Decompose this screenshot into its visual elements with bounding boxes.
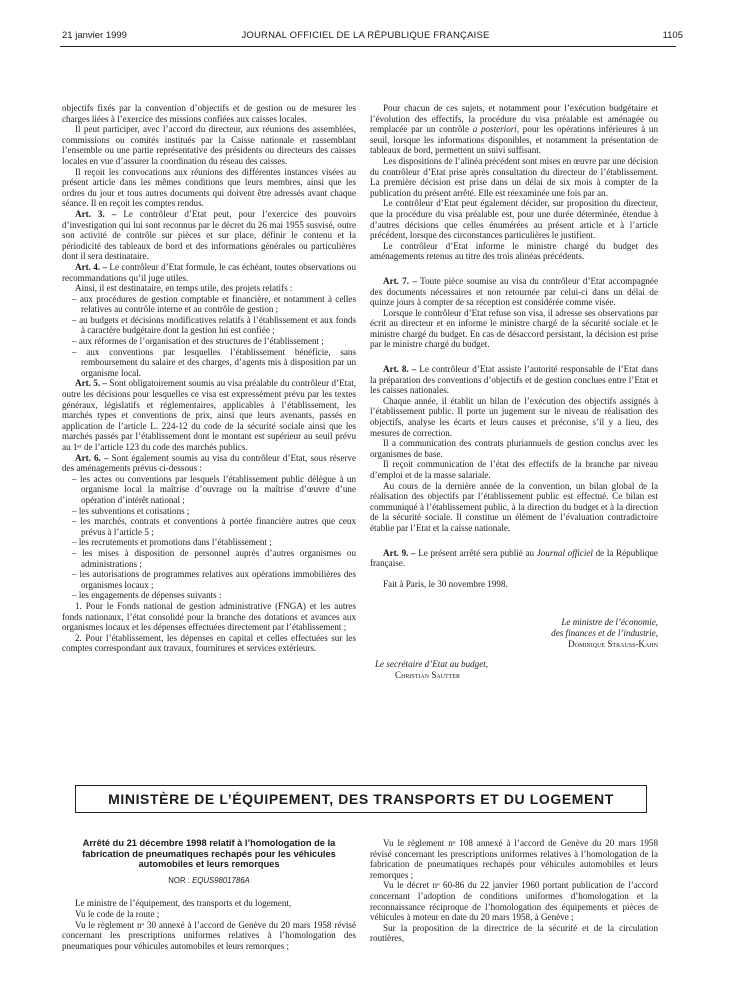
paragraph: 1. Pour le Fonds national de gestion administrative (FNGA) et les autres fonds nationaux, l’état consolidé pour la branche des dotations et avances aux organismes locaux et les dépenses effectuées directement par l’établissement ; (62, 600, 356, 633)
journal-title: JOURNAL OFFICIEL DE LA RÉPUBLIQUE FRANÇAISE (241, 30, 490, 41)
paragraph: Pour chacun de ces sujets, et notamment pour l’exécution budgétaire et l’évolution des effectifs, la procédure du visa préalable est aménagée ou remplacée par un contrôle a posteriori, pour les opérations inférieures à un seuil, lorsque les informations disponibles, et notamment la présentation de tableaux de bord, permettent un suivi suffisant. (370, 103, 658, 156)
signature-date: Fait à Paris, le 30 novembre 1998. (383, 578, 508, 589)
column-left-bottom (62, 838, 356, 951)
article-8: Art. 8. – Le contrôleur d’Etat assiste l’autorité responsable de l’Etat dans la préparation des conventions d’objectifs et de gestion conclues entre l’Etat et les caisses nationales. (370, 364, 658, 396)
paragraph: Vu le règlement nᵒ 30 annexé à l’accord de Genève du 20 mars 1958 révisé concernant les prescriptions uniformes relatives à l’homologation des pneumatiques pour véhicules automobiles et leurs remorques ; (62, 919, 356, 951)
header-date: 21 janvier 1999 (62, 30, 127, 41)
page-header (0, 30, 731, 44)
article-5: Art. 5. – Sont obligatoirement soumis au visa préalable du contrôleur d’Etat, outre les décisions pour lesquelles ce visa est expressément prévu par les textes généraux, législatifs et réglementaires, applicables à l’établissement, les marchés types et conventions de prix, ainsi que leurs avenants, passés en application de l’article L. 224-12 du code de la sécurité sociale ainsi que les marchés passés par l’établissement dont le montant est supérieur au seuil prévu au 1ᵉʳ de l’article 123 du code des marchés publics. (62, 378, 357, 452)
paragraph: 2. Pour l’établissement, les dépenses en capital et celles effectuées sur les comptes correspondant aux travaux, fournitures et services extérieurs. (62, 632, 356, 654)
article-label: Art. 9. – (383, 547, 416, 558)
paragraph: Le contrôleur d’Etat informe le ministre chargé du budget des aménagements retenus au titre des trois alinéas précédents. (370, 240, 658, 262)
paragraph: Chaque année, il établit un bilan de l’exécution des objectifs assignés à l’établissement public. Il porte un jugement sur le niveau de réalisation des objectifs, analyse les écarts et leurs causes et préconise, s’il y a lieu, des mesures de correction. (370, 395, 658, 438)
paragraph: Sur la proposition de la directrice de la sécurité et de la circulation routières, (370, 922, 658, 944)
page-number: 1105 (662, 30, 683, 41)
column-left-top (62, 103, 356, 654)
article-label: Art. 8. – (383, 364, 417, 375)
paragraph: Il reçoit les convocations aux réunions des différentes instances visées au présent article dans les mêmes conditions que leurs membres, ainsi que les ordres du jour et tous autres documents qui doivent être adressés avant chaque séance. Il en reçoit les comptes rendus. (62, 166, 356, 209)
header-rule (60, 46, 676, 47)
list-item: – les autorisations de programmes relatives aux opérations immobilières des organismes locaux ; (72, 569, 356, 590)
paragraph: Vu le règlement nᵒ 108 annexé à l’accord de Genève du 20 mars 1958 révisé concernant les prescriptions uniformes relatives à l’homologation de la fabrication de pneumatiques rechapés pour véhicules automobiles et leurs remorques ; (370, 838, 658, 880)
signature-minister: Le ministre de l’économie, des finances et de l’industrie, Dominique Strauss-Kahn (370, 617, 658, 649)
list-item: – aux réformes de l’organisation et des structures de l’établissement ; (72, 336, 324, 347)
list-item: – aux procédures de gestion comptable et financière, et notamment à celles relatives au contrôle interne et au contrôle de gestion ; (72, 293, 356, 315)
signatory-name: Christian Sautter (395, 669, 461, 680)
paragraph: Les dispositions de l’alinéa précédent sont mises en œuvre par une décision du contrôleur d’Etat prise après consultation du directeur de l’établissement. La première décision est prise dans un délai de six mois à compter de la publication du présent arrêté. Elle est réexaminée une fois par an. (370, 155, 659, 198)
paragraph: Il reçoit communication de l’état des effectifs de la branche par niveau d’emploi et de la masse salariale. (370, 459, 658, 480)
column-right-bottom (370, 838, 658, 944)
paragraph: Vu le code de la route ; (75, 908, 160, 919)
signatory-name: Dominique Strauss-Kahn (568, 638, 658, 649)
list-item: – les actes ou conventions par lesquels l’établissement public délègue à un organisme local la maîtrise d’ouvrage ou la maîtrise d’œuvre d’une opération d’intérêt national ; (72, 473, 356, 505)
nor-reference: NOR : EQUS9801786A (168, 875, 250, 885)
paragraph: Vu le décret nᵒ 60-86 du 22 janvier 1960 portant publication de l’accord concernant l’adoption de conditions uniformes d’homologation et la reconnaissance réciproque de l’homologation des équipements et pièces de véhicules à moteur en date du 20 mars 1958, à Genève ; (370, 880, 658, 923)
ministry-title: MINISTÈRE DE L’ÉQUIPEMENT, DES TRANSPORTS ET DU LOGEMENT (108, 791, 614, 807)
paragraph: Il peut participer, avec l’accord du directeur, aux réunions des assemblées, commissions ou comités institués par la Caisse nationale et rassemblant l’ensemble ou une partie représentative des présidents ou directeurs des caisses locales en vue d’assurer la coordination du réseau des caisses. (62, 124, 356, 166)
article-label: Art. 5. – (75, 378, 108, 389)
signature-secretary: Le secrétaire d’Etat au budget, Christian Sautter (370, 659, 658, 680)
paragraph: Le ministre de l’équipement, des transports et du logement, (75, 898, 292, 909)
ministry-banner (75, 785, 647, 813)
article-7: Art. 7. – Toute pièce soumise au visa du contrôleur d’Etat accompagnée des documents nécessaires et non retournée par celui-ci dans un délai de quinze jours à compter de sa réception est considérée comme visée. (370, 275, 658, 308)
list-item: – au budgets et décisions modificatives relatifs à l’établissement et aux fonds à caractère budgétaire dont la gestion lui est confiée ; (72, 314, 356, 336)
article-label: Art. 7. – (383, 275, 417, 286)
paragraph: Il a communication des contrats pluriannuels de gestion conclus avec les organismes de base. (370, 438, 658, 459)
column-right-top (370, 103, 658, 680)
list-item: – les mises à disposition de personnel auprès d’autres organismes ou administrations ; (72, 547, 356, 569)
article-label: Art. 3. – (75, 208, 117, 219)
article-label: Art. 6. – (75, 452, 109, 463)
paragraph: Lorsque le contrôleur d’Etat refuse son visa, il adresse ses observations par écrit au directeur et en informe le ministre chargé de la sécurité sociale et le ministre chargé du budget. En cas de désaccord persistant, la décision est prise par le ministre chargé du budget. (370, 307, 658, 350)
list-item: – aux conventions par lesquelles l’établissement bénéficie, sans remboursement du salaire et des charges, d’agents mis à disposition par un organisme local. (72, 346, 356, 378)
paragraph: objectifs fixés par la convention d’objectifs et de gestion ou de mesurer les charges liées à l’exercice des missions confiées aux caisses locales. (62, 103, 356, 124)
list-item: – les engagements de dépenses suivants : (72, 590, 222, 601)
article-3: Art. 3. – Le contrôleur d’Etat peut, pour l’exercice des pouvoirs d’investigation qui lui sont reconnus par le décret du 26 mai 1955 susvisé, outre son activité de contrôle sur pièces et sur place, définir le contenu et la périodicité des tableaux de bord et des informations générales ou particulières dont il sera destinataire. (62, 208, 356, 262)
paragraph: Ainsi, il est destinataire, en temps utile, des projets relatifs : (75, 283, 293, 294)
article-9: Art. 9. – Le présent arrêté sera publié au Journal officiel de la République française. (370, 547, 658, 569)
article-6: Art. 6. – Sont également soumis au visa du contrôleur d’Etat, sous réserve des aménagements prévus ci-dessous : (62, 452, 356, 474)
paragraph: Au cours de la dernière année de la convention, un bilan global de la réalisation des objectifs par l’établissement public est effectué. Ce bilan est communiqué à l’établissement public, à la direction du budget et à la direction de la sécurité sociale. Il constitue un élément de l’évaluation contradictoire établie par l’Etat et la caisse nationale. (370, 480, 658, 533)
article-4: Art. 4. – Le contrôleur d’Etat formule, le cas échéant, toutes observations ou recommandations qu’il juge utiles. (62, 261, 356, 283)
article-label: Art. 4. – (75, 261, 108, 272)
list-item: – les marchés, contrats et conventions à portée financière autres que ceux prévus à l’article 5 ; (72, 516, 356, 537)
list-item: – les recrutements et promotions dans l’établissement ; (72, 537, 272, 548)
list-item: – les subventions et cotisations ; (72, 505, 190, 516)
decree-title: Arrêté du 21 décembre 1998 relatif à l’homologation de la fabrication de pneumatiques rechapés pour les véhicules automobiles et leurs remorques (82, 838, 336, 870)
paragraph: Le contrôleur d’Etat peut également décider, sur proposition du directeur, que la procédure du visa préalable est, pour une durée déterminée, étendue à d’autres décisions que celles énumérées au présent article et à l’article précédent, lorsque des circonstances particulières le justifient. (370, 198, 658, 241)
